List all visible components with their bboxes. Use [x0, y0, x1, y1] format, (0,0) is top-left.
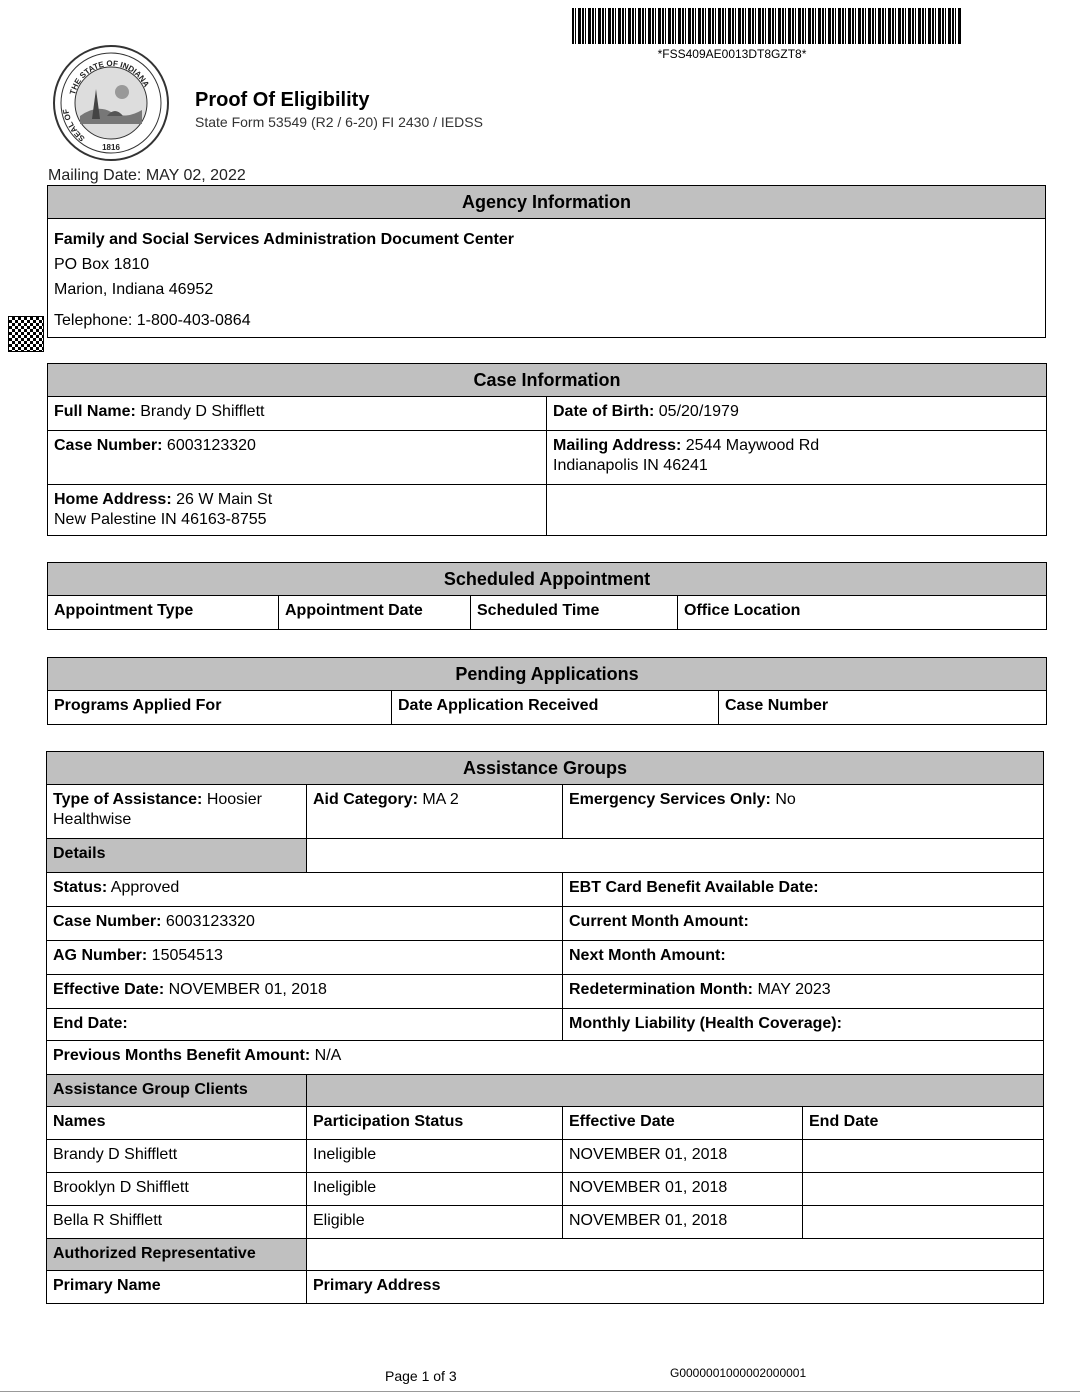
- ag-case-number-cell: Case Number: 6003123320: [47, 907, 563, 941]
- barcode-text: *FSS409AE0013DT8GZT8*: [657, 47, 807, 61]
- next-month-cell: Next Month Amount:: [563, 941, 1044, 975]
- agency-heading: Agency Information: [48, 186, 1046, 219]
- agency-city: Marion, Indiana 46952: [54, 281, 214, 298]
- table-row: Brooklyn D Shifflett Ineligible NOVEMBER 01, 2018: [47, 1173, 1044, 1206]
- col-primary-address: Primary Address: [313, 1277, 441, 1294]
- seal-year: 1816: [102, 143, 120, 152]
- table-row: Brandy D Shifflett Ineligible NOVEMBER 01, 2018: [47, 1140, 1044, 1173]
- mailing-date: Mailing Date: MAY 02, 2022: [48, 167, 246, 184]
- empty-cell: [547, 485, 1047, 536]
- case-heading: Case Information: [48, 364, 1047, 397]
- type-of-assistance-cell: Type of Assistance: Hoosier Healthwise: [47, 785, 307, 839]
- col-primary-name: Primary Name: [53, 1277, 161, 1294]
- appointment-heading: Scheduled Appointment: [48, 563, 1047, 596]
- col-names: Names: [53, 1113, 106, 1130]
- full-name-cell: Full Name: Brandy D Shifflett: [48, 397, 547, 431]
- clients-label: Assistance Group Clients: [47, 1075, 307, 1107]
- appointment-table: [47, 562, 1047, 630]
- case-number-cell: Case Number: 6003123320: [48, 431, 547, 485]
- col-appointment-date: Appointment Date: [285, 602, 423, 619]
- agency-info-table: [47, 185, 1046, 338]
- previous-months-cell: Previous Months Benefit Amount: N/A: [47, 1041, 1044, 1075]
- mailing-address-cell: Mailing Address: 2544 Maywood Rd Indianapolis IN 46241: [547, 431, 1047, 485]
- col-scheduled-time: Scheduled Time: [477, 602, 600, 619]
- col-office-location: Office Location: [684, 602, 801, 619]
- assistance-groups-table: [46, 751, 1044, 1304]
- authorized-rep-label: Authorized Representative: [47, 1239, 307, 1271]
- col-date-received: Date Application Received: [398, 697, 599, 714]
- seal-top-text: THE STATE OF INDIANA: [68, 58, 151, 96]
- page-title: Proof Of Eligibility: [195, 89, 370, 111]
- col-end-date: End Date: [809, 1113, 879, 1130]
- status-cell: Status: Approved: [47, 873, 563, 907]
- form-subtitle: State Form 53549 (R2 / 6-20) FI 2430 / IEDSS: [195, 114, 483, 130]
- pending-applications-table: [47, 657, 1047, 725]
- qr-code: [8, 316, 44, 352]
- pending-heading: Pending Applications: [48, 658, 1047, 691]
- ebt-date-cell: EBT Card Benefit Available Date:: [563, 873, 1044, 907]
- document-code: G0000001000002000001: [670, 1366, 807, 1380]
- emergency-services-cell: Emergency Services Only: No: [563, 785, 1044, 839]
- seal-left-text: SEAL OF: [61, 108, 87, 144]
- redetermination-cell: Redetermination Month: MAY 2023: [563, 975, 1044, 1009]
- agency-po-box: PO Box 1810: [54, 256, 150, 273]
- agency-telephone: Telephone: 1-800-403-0864: [54, 312, 251, 329]
- col-appointment-type: Appointment Type: [54, 602, 194, 619]
- case-info-table: [47, 363, 1047, 536]
- home-address-cell: Home Address: 26 W Main St New Palestine IN 46163-8755: [48, 485, 547, 536]
- table-row: Bella R Shifflett Eligible NOVEMBER 01, 2018: [47, 1206, 1044, 1239]
- agency-name: Family and Social Services Administration Document Center: [54, 231, 514, 248]
- footer-divider: [0, 1391, 1080, 1392]
- page-number: Page 1 of 3: [385, 1368, 457, 1384]
- dob-cell: Date of Birth: 05/20/1979: [547, 397, 1047, 431]
- monthly-liability-cell: Monthly Liability (Health Coverage):: [563, 1009, 1044, 1041]
- col-programs-applied: Programs Applied For: [54, 697, 222, 714]
- col-participation-status: Participation Status: [313, 1113, 464, 1130]
- aid-category-cell: Aid Category: MA 2: [307, 785, 563, 839]
- end-date-cell: End Date:: [47, 1009, 563, 1041]
- current-month-cell: Current Month Amount:: [563, 907, 1044, 941]
- col-effective-date: Effective Date: [569, 1113, 675, 1130]
- effective-date-cell: Effective Date: NOVEMBER 01, 2018: [47, 975, 563, 1009]
- assistance-heading: Assistance Groups: [47, 752, 1044, 785]
- col-case-number: Case Number: [725, 697, 829, 714]
- barcode: [572, 8, 962, 44]
- state-seal-logo: [52, 44, 170, 162]
- details-label: Details: [47, 839, 307, 873]
- ag-number-cell: AG Number: 15054513: [47, 941, 563, 975]
